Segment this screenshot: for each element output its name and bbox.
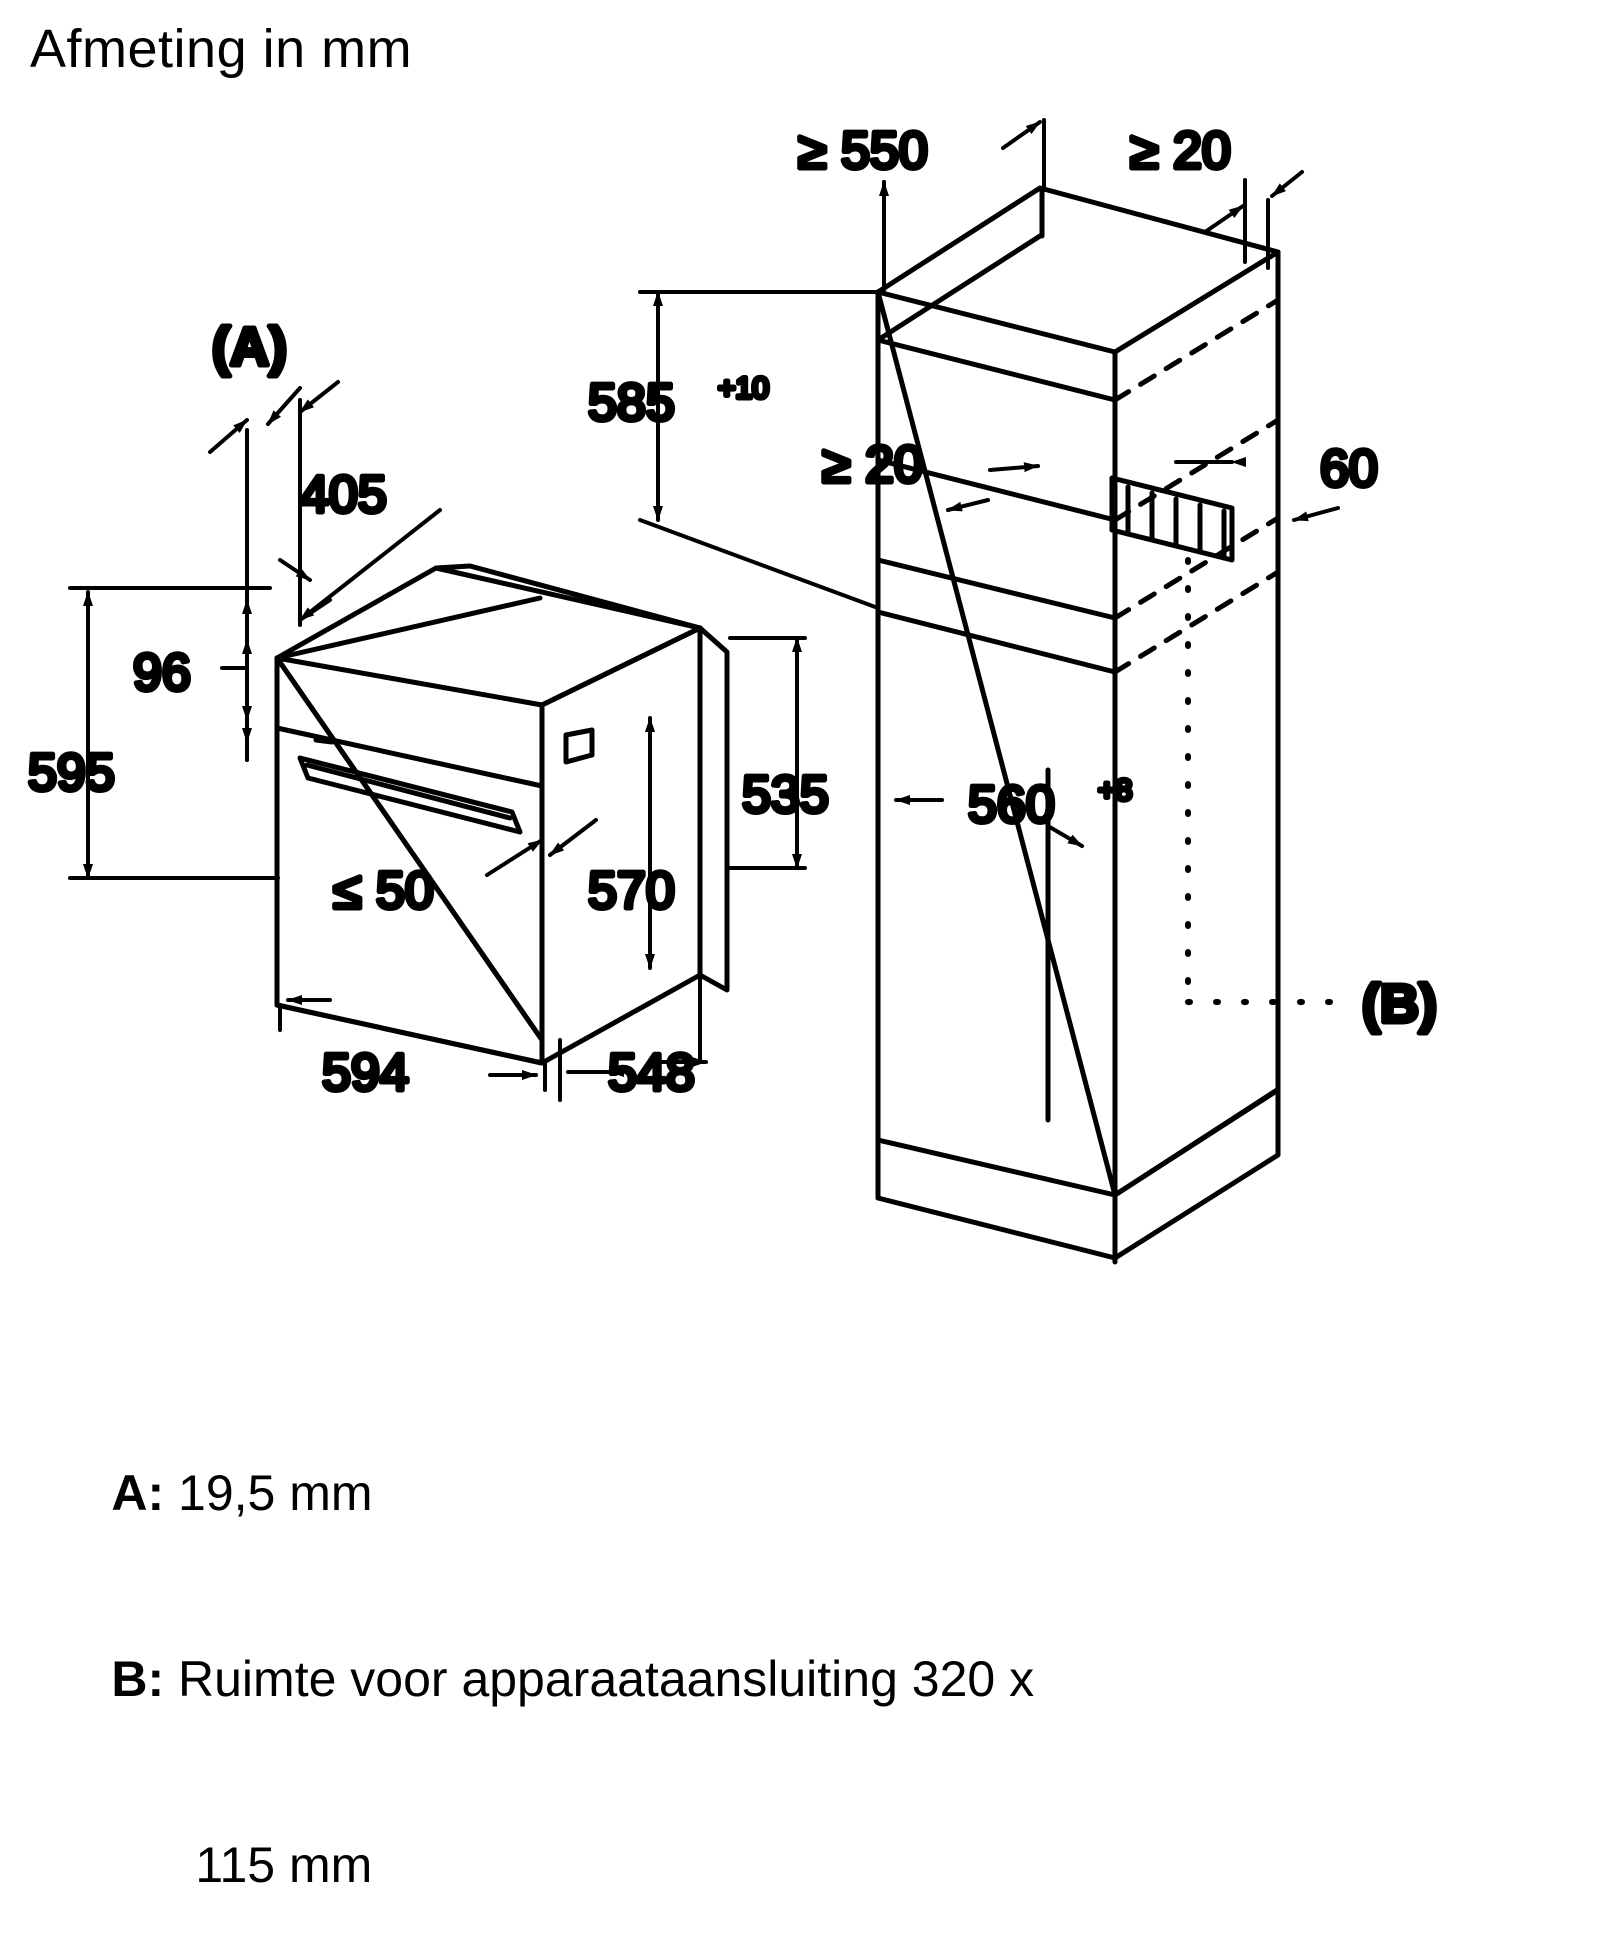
dim-label-min20-mid: ≥ 20	[822, 436, 923, 494]
dim-label-595: 595	[28, 744, 115, 802]
b-leader-dotted	[1188, 560, 1352, 1002]
dim-label-96: 96	[133, 644, 191, 702]
label-A-leader	[268, 388, 300, 424]
label-B: (B)	[1362, 974, 1437, 1034]
dim-96	[222, 600, 247, 760]
legend-text-b: Ruimte voor apparaataansluiting 320 x	[164, 1651, 1035, 1707]
dim-label-405: 405	[300, 466, 387, 524]
legend-key-a: A:	[111, 1465, 165, 1521]
cabinet-body	[878, 188, 1278, 1262]
dim-label-min20-top: ≥ 20	[1130, 122, 1231, 180]
page-title: Afmeting in mm	[30, 19, 413, 79]
legend-key-b: B:	[111, 1651, 165, 1707]
dim-label-585-sup: +10	[718, 372, 769, 405]
oven-body	[277, 566, 727, 1063]
dim-label-585: 585	[588, 374, 675, 432]
legend-text-a: 19,5 mm	[164, 1465, 373, 1521]
dim-label-min550: ≥ 550	[798, 122, 928, 180]
dim-label-max50: ≤ 50	[333, 862, 434, 920]
dim-label-570: 570	[588, 862, 675, 920]
legend-row-b-cont	[28, 1772, 1428, 1958]
legend-text-b-cont: 115 mm	[195, 1837, 373, 1893]
dim-label-560-sup: +8	[1098, 774, 1133, 807]
legend	[28, 1400, 1428, 1958]
dim-label-60: 60	[1320, 440, 1378, 498]
dim-label-535: 535	[742, 766, 829, 824]
label-A: (A)	[212, 317, 287, 377]
dim-label-548: 548	[608, 1044, 695, 1102]
dim-535	[730, 638, 805, 868]
legend-row-b	[28, 1586, 1428, 1772]
dim-min20-top	[1205, 172, 1302, 268]
dim-label-560: 560	[968, 776, 1055, 834]
dim-label-594: 594	[322, 1044, 409, 1102]
legend-row-a	[28, 1400, 1428, 1586]
